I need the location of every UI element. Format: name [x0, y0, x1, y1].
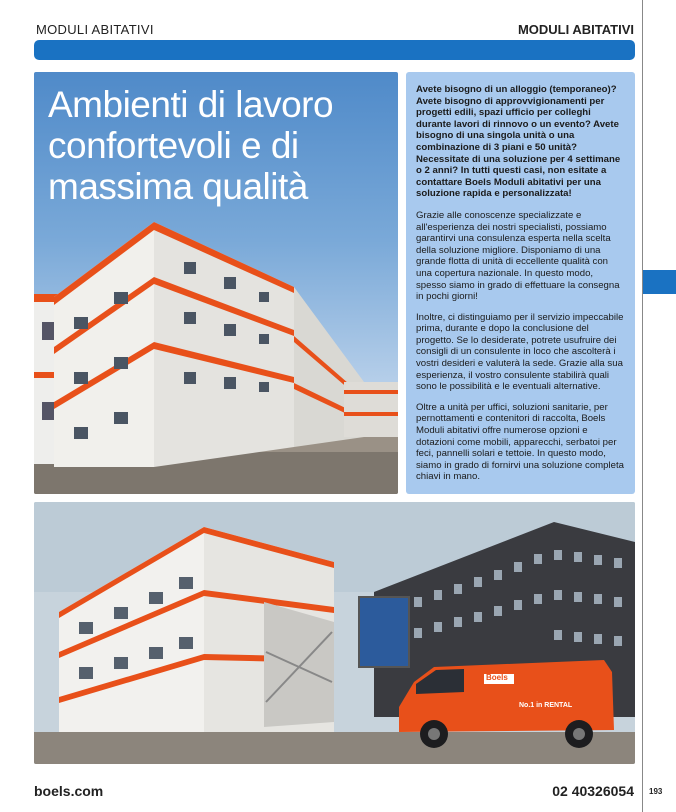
photo-modular-building-with-van: [34, 502, 635, 764]
intro-paragraph-options: Oltre a unità per uffici, soluzioni sanitarie, per pernottamenti e contenitori di raccolta, Boels Moduli abitativi offre numerose opzioni e dotazioni come mobili, apparecchi, serbatoi per feci, pannelli solari e tettoie. In questo modo, siamo in grado di fornirvi una soluzione completa chiavi in mano.: [416, 401, 624, 483]
van-slogan-text: No.1 in RENTAL: [519, 702, 573, 709]
intro-lead-paragraph: Avete bisogno di un alloggio (temporaneo)? Avete bisogno di approvvigionamenti per progetti edili, spazi ufficio per colleghi durante lavori di rinnovo o un evento? Avete bisogno di una singola unità o una combinazione di 3 piani e 50 unità? Necessitate di una soluzione per 4 settimane o 2 anni? In tutti questi casi, non esitate a contattare Boels Moduli abitativi per una soluzione rapida e personalizzata!: [416, 84, 621, 200]
intro-text-box: [406, 72, 635, 494]
intro-paragraph-service: Inoltre, ci distinguiamo per il servizio impeccabile prima, durante e dopo la conclusione del progetto. Se lo desiderate, potrete usufruire dei consigli di un consulente in loco che ascolterà i vostri desideri e valuterà la sede. Grazie alla sua esperienza, il vostro consulente stabilirà quali sono le possibilità e le eventuali alternative.: [416, 311, 624, 393]
section-title-right: MODULI ABITATIVI: [517, 22, 634, 37]
page-edge-line: [642, 0, 643, 812]
van-logo-text: Boels: [486, 673, 508, 682]
footer-website[interactable]: boels.com: [34, 783, 104, 799]
hero-headline: Ambienti di lavoro confortevoli e di massima qualità: [48, 84, 334, 207]
page-number: 193: [649, 787, 663, 796]
intro-paragraph-expertise: Grazie alle conoscenze specializzate e all'esperienza dei nostri specialisti, possiamo garantirvi una consulenza esperta nella scelta della soluzione migliore. Disponiamo di una grande flotta di unità di eccellente qualità con una copertura nazionale. In questo modo, spesso siamo in grado di effettuare la consegna in pochi giorni!: [416, 209, 620, 303]
hero-photo-container-stack: [34, 72, 398, 494]
footer-phone: 02 40326054: [552, 783, 634, 799]
section-side-tab: [643, 270, 676, 294]
building-illustration: [34, 502, 635, 764]
header-accent-bar: [34, 40, 635, 60]
stacked-modules: [54, 222, 398, 467]
section-title-left: MODULI ABITATIVI: [36, 22, 154, 37]
